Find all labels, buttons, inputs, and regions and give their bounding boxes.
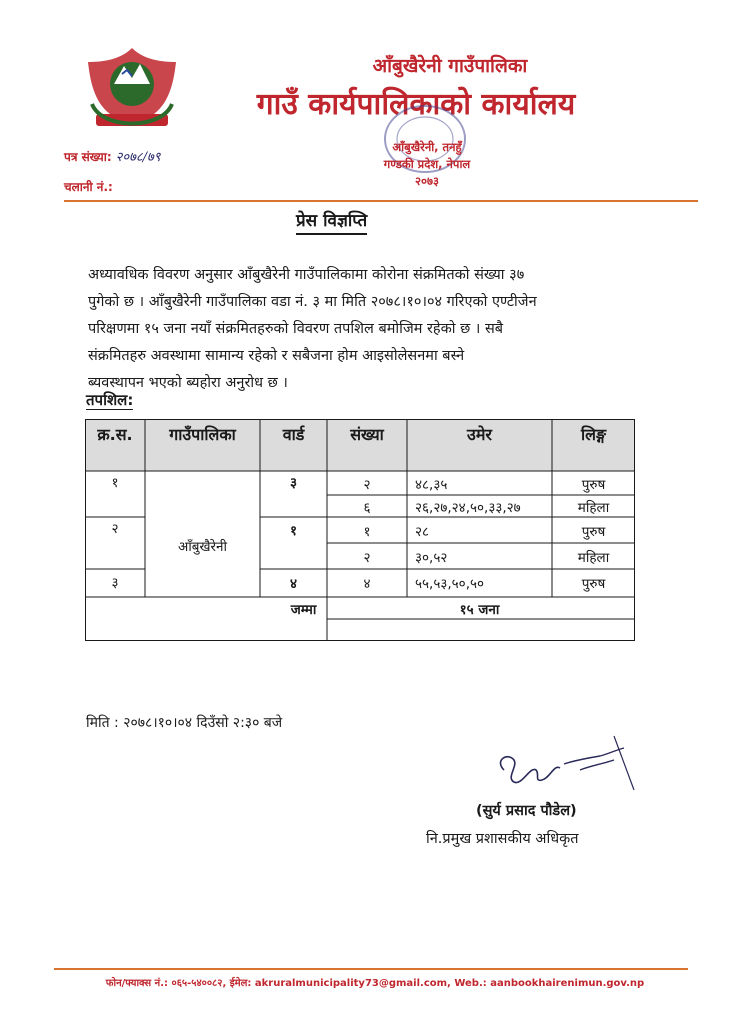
header-municipality: गाउँपालिका xyxy=(169,425,236,444)
serial-cell: २ xyxy=(111,521,119,537)
header-serial: क्र.स. xyxy=(97,425,133,444)
issue-date: मिति : २०७८।१०।०४ दिउँसो २:३० बजे xyxy=(86,715,283,731)
address-line-1: आँबुखैरेनी, तनहुँ xyxy=(392,140,462,154)
age-cell: ३०,५२ xyxy=(415,550,448,566)
gender-cell: महिला xyxy=(577,500,610,516)
ward-cell: ३ xyxy=(289,475,298,491)
dispatch-label: चलानी नं.: xyxy=(64,180,113,194)
header-count: संख्या xyxy=(350,425,384,444)
age-cell: ५५,५३,५०,५० xyxy=(415,576,485,592)
body-line: ब्यवस्थापन भएको ब्यहोरा अनुरोध छ । xyxy=(88,375,288,391)
reference-value: २०७८/७९ xyxy=(115,150,161,165)
header-age: उमेर xyxy=(467,425,492,444)
municipality-name: आँबुखैरेनी गाउँपालिका xyxy=(372,55,528,77)
count-cell: ४ xyxy=(363,576,371,592)
body-line: परिक्षणमा १५ जना नयाँ संक्रमितहरुको विवरण तपशिल बमोजिम रहेको छ । सबै xyxy=(88,321,504,337)
header-ward: वार्ड xyxy=(282,425,305,444)
signature-icon xyxy=(484,730,644,800)
nepal-emblem-icon xyxy=(82,44,182,136)
reference-number xyxy=(64,146,161,165)
gender-cell: पुरुष xyxy=(581,477,606,493)
gender-cell: पुरुष xyxy=(581,576,606,592)
details-heading: तपशिल: xyxy=(86,391,134,409)
address-line-2: गण्डकी प्रदेश, नेपाल xyxy=(383,157,471,171)
gender-cell: पुरुष xyxy=(581,524,606,540)
press-release-body xyxy=(88,262,648,397)
serial-cell: १ xyxy=(111,475,119,491)
count-cell: ६ xyxy=(363,500,371,516)
count-cell: २ xyxy=(363,477,371,493)
press-release-title: प्रेस विज्ञप्ति xyxy=(296,208,367,235)
count-cell: २ xyxy=(363,550,371,566)
address-line-3: २०७३ xyxy=(415,174,439,188)
age-cell: २८ xyxy=(415,524,430,540)
footer-divider xyxy=(54,968,688,970)
total-label: जम्मा xyxy=(290,602,317,618)
signer-title: नि.प्रमुख प्रशासकीय अधिकृत xyxy=(426,831,579,847)
body-line: संक्रमितहरु अवस्थामा सामान्य रहेको र सबैजना होम आइसोलेसनमा बस्ने xyxy=(88,348,465,364)
office-name: गाउँ कार्यपालिकाको कार्यालय xyxy=(256,87,576,122)
body-line: अध्यावधिक विवरण अनुसार आँबुखैरेनी गाउँपालिकामा कोरोना संक्रमितको संख्या ३७ xyxy=(88,267,525,283)
body-line: पुगेको छ । आँबुखैरेनी गाउँपालिका वडा नं. ३ मा मिति २०७८।१०।०४ गरिएको एण्टीजेन xyxy=(88,294,537,310)
signer-name: (सुर्य प्रसाद पौडेल) xyxy=(476,803,577,819)
serial-cell: ३ xyxy=(111,575,119,591)
total-value: १५ जना xyxy=(459,602,500,618)
footer-contact: फोन/फ्याक्स नं.: ०६५-५४००८२, ईमेल: akruralmunicipality73@gmail.com, Web.: aanbookhairenimun.gov.np xyxy=(105,978,645,989)
ward-cell: १ xyxy=(289,523,298,539)
age-cell: ४८,३५ xyxy=(415,477,448,493)
reference-label: पत्र संख्या: xyxy=(64,150,112,164)
header-divider xyxy=(64,200,698,202)
count-cell: १ xyxy=(363,524,371,540)
header-gender: लिङ्ग xyxy=(580,425,607,444)
ward-cell: ४ xyxy=(289,576,298,592)
office-address xyxy=(342,139,512,190)
municipality-cell: आँबुखैरेनी xyxy=(177,539,228,555)
age-cell: २६,२७,२४,५०,३३,२७ xyxy=(415,500,521,516)
dispatch-number xyxy=(64,176,113,195)
gender-cell: महिला xyxy=(577,550,610,566)
cases-table xyxy=(85,419,635,641)
